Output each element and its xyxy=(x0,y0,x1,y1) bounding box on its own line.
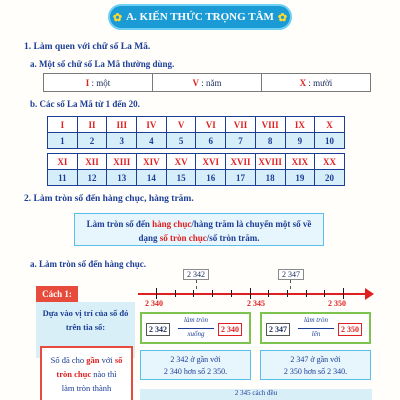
round-direction: lên xyxy=(311,330,321,338)
table-cell: 5 xyxy=(166,133,196,149)
table-cell: 19 xyxy=(285,170,315,186)
table-cell: 11 xyxy=(48,170,78,186)
tick-mark xyxy=(287,290,288,297)
table-cell: XVIII xyxy=(255,154,285,170)
table-cell: III xyxy=(107,117,137,133)
table-cell: XI xyxy=(48,154,78,170)
table-cell: XIII xyxy=(107,154,137,170)
marker-2347: 2 347 xyxy=(278,269,304,280)
method-rule: Số đã cho gần với số tròn chục nào thì làm tròn thành xyxy=(40,346,133,400)
table-cell: 12 xyxy=(77,170,107,186)
roman-digit-cell: I : một xyxy=(44,74,153,91)
arrow-line xyxy=(298,328,334,329)
table-cell: 18 xyxy=(255,170,285,186)
marker-2342: 2 342 xyxy=(183,269,209,280)
table-cell: 13 xyxy=(107,170,137,186)
section-header-title: A. KIẾN THỨC TRỌNG TÂM xyxy=(126,11,274,23)
section-header xyxy=(108,4,292,30)
table-cell: 10 xyxy=(315,133,345,149)
section1-a-title: a. Một số chữ số La Mã thường dùng. xyxy=(30,59,175,69)
roman-digits-box xyxy=(43,73,371,92)
round-up-box xyxy=(260,312,371,344)
from-number: 2 342 xyxy=(146,323,170,336)
flower-icon: ✿ xyxy=(112,11,123,24)
table-cell: 2 xyxy=(77,133,107,149)
table-cell: XV xyxy=(166,154,196,170)
method-label: Cách 1: xyxy=(36,286,78,302)
tick-mark xyxy=(343,288,344,299)
tick-mark xyxy=(212,290,213,297)
definition-callout: Làm tròn số đến hàng chục/hàng trăm là chuyển một số về dạng số tròn chục/số tròn trăm. xyxy=(74,213,324,246)
info-box-2347: 2 347 ở gần với 2 350 hơn số 2 340. xyxy=(260,350,371,380)
table-cell: VII xyxy=(226,117,256,133)
table-cell: 17 xyxy=(226,170,256,186)
tick-mark xyxy=(250,288,251,299)
bottom-note: 2 345 cách đều xyxy=(140,389,372,400)
table-cell: XIX xyxy=(285,154,315,170)
table-cell: XVII xyxy=(226,154,256,170)
marker-line xyxy=(290,280,291,289)
section2-a-title: a. Làm tròn số đến hàng chục. xyxy=(30,259,147,269)
table-cell: 3 xyxy=(107,133,137,149)
section1-b-title: b. Các số La Mã từ 1 đến 20. xyxy=(30,99,140,109)
info-box-2342: 2 342 ở gần với 2 340 hơn số 2 350. xyxy=(140,350,251,380)
table-cell: 7 xyxy=(226,133,256,149)
tick-mark xyxy=(175,290,176,297)
table-cell: V xyxy=(166,117,196,133)
table-cell: 8 xyxy=(255,133,285,149)
table-cell: XII xyxy=(77,154,107,170)
table-cell: IV xyxy=(137,117,167,133)
roman-table-11-20 xyxy=(47,153,345,186)
round-direction: xuống xyxy=(187,330,205,338)
tick-mark xyxy=(156,288,157,299)
round-label: làm tròn xyxy=(304,316,328,324)
round-down-box xyxy=(140,312,251,344)
round-label: làm tròn xyxy=(184,316,208,324)
from-number: 2 347 xyxy=(266,323,290,336)
tick-mark xyxy=(268,290,269,297)
table-cell: II xyxy=(77,117,107,133)
axis-label: 2 350 xyxy=(328,299,346,308)
axis-label: 2 345 xyxy=(247,299,265,308)
table-cell: 15 xyxy=(166,170,196,186)
to-number: 2 350 xyxy=(338,323,362,336)
to-number: 2 340 xyxy=(218,323,242,336)
table-cell: 6 xyxy=(196,133,226,149)
table-cell: XX xyxy=(315,154,345,170)
tick-mark xyxy=(306,290,307,297)
table-cell: IX xyxy=(285,117,315,133)
arrow-right-icon xyxy=(365,288,374,300)
tick-mark xyxy=(324,290,325,297)
table-cell: 1 xyxy=(48,133,78,149)
table-cell: X xyxy=(315,117,345,133)
table-cell: VIII xyxy=(255,117,285,133)
flower-icon: ✿ xyxy=(277,11,288,24)
table-cell: XIV xyxy=(137,154,167,170)
section2-title: 2. Làm tròn số đến hàng chục, hàng trăm. xyxy=(24,194,194,204)
roman-digit-cell: V : năm xyxy=(153,74,262,91)
table-cell: 9 xyxy=(285,133,315,149)
tick-mark xyxy=(231,290,232,297)
roman-table-1-10 xyxy=(47,116,345,149)
number-line xyxy=(138,293,370,295)
table-cell: 4 xyxy=(137,133,167,149)
marker-line xyxy=(196,280,197,289)
axis-label: 2 340 xyxy=(145,299,163,308)
table-cell: 14 xyxy=(137,170,167,186)
roman-digit-cell: X : mười xyxy=(299,77,333,88)
table-cell: 16 xyxy=(196,170,226,186)
section1-title: 1. Làm quen với chữ số La Mã. xyxy=(24,42,151,52)
table-cell: 20 xyxy=(315,170,345,186)
table-cell: I xyxy=(48,117,78,133)
table-cell: VI xyxy=(196,117,226,133)
arrow-line xyxy=(178,328,214,329)
method-hint: Dựa vào vị trí của số đó trên tia số: xyxy=(36,302,135,358)
table-cell: XVI xyxy=(196,154,226,170)
tick-mark xyxy=(193,290,194,297)
